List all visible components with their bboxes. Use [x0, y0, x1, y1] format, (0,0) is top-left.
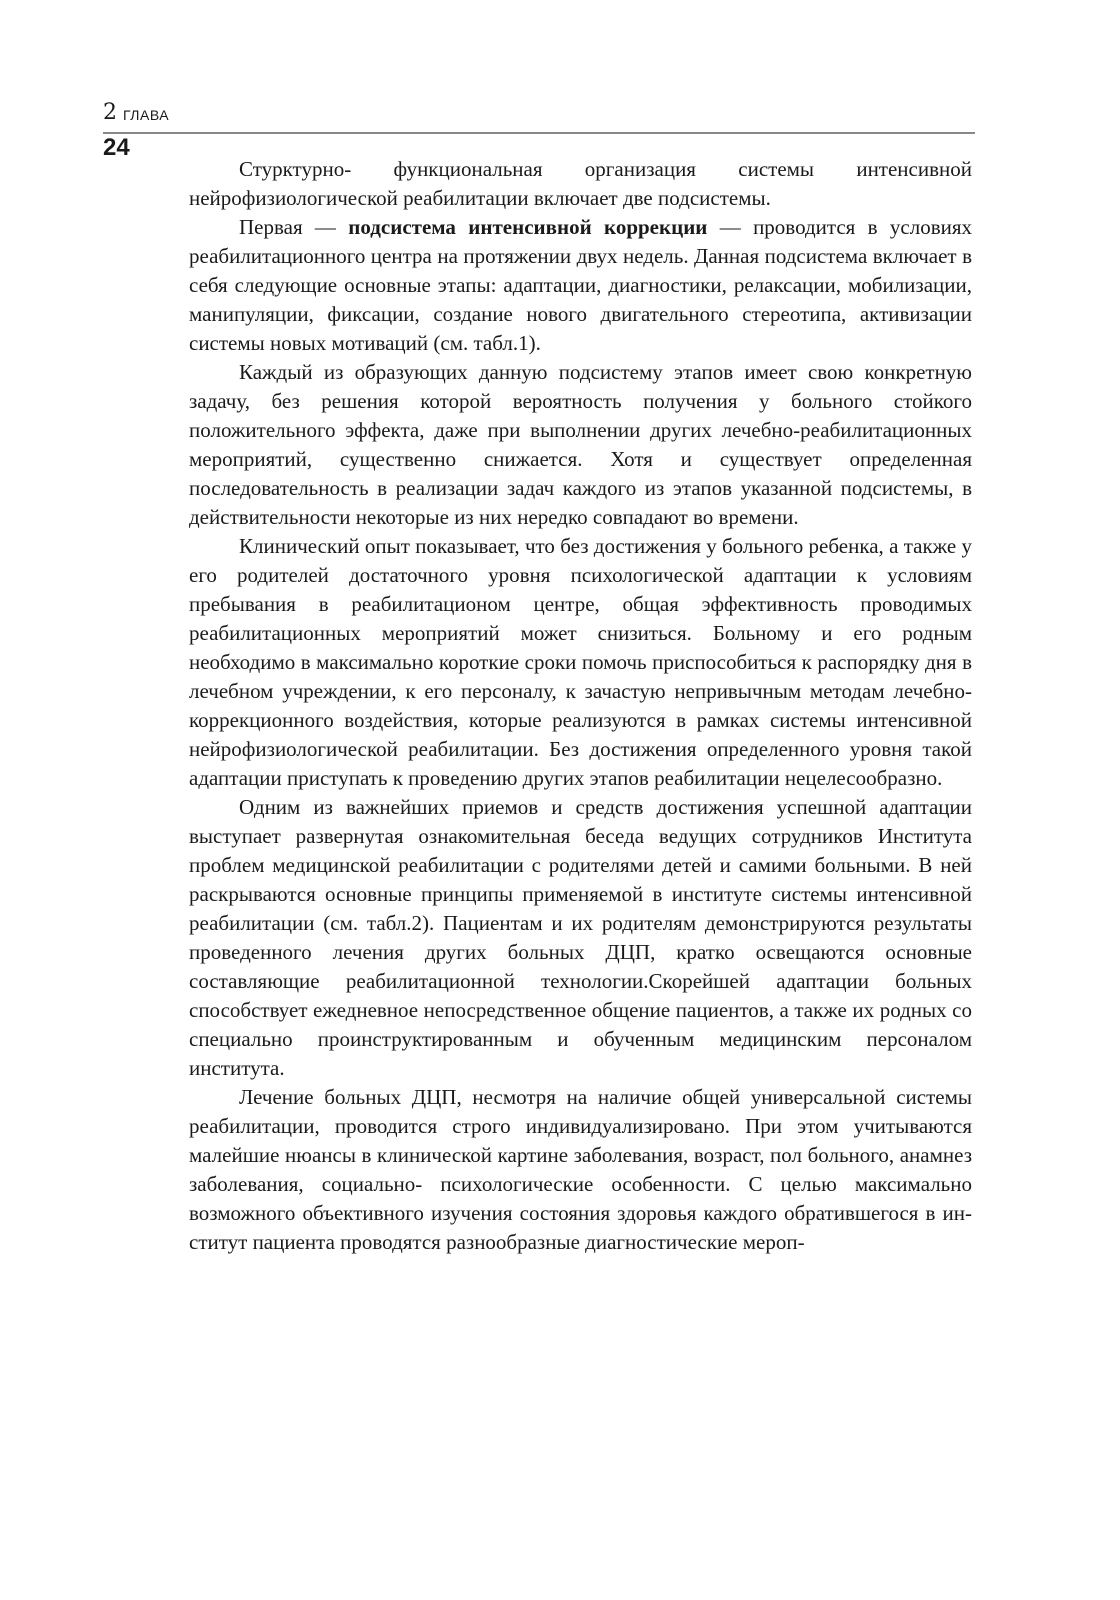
paragraph: Лечение больных ДЦП, несмотря на наличие общей универсальной системы реабилитации, проводится строго индивидуализировано. При этом учитываются малейшие нюансы в клинической картине заболевания, возраст, пол больного, анамнез заболевания, социально- психологические особенности. С целью максимально возможного объективного изучения состояния здоровья каждого обратившегося в институт пациента проводятся разнообразные диагностические мероп-	[189, 1085, 972, 1254]
paragraph: Одним из важнейших приемов и средств достижения успешной адаптации выступает развернутая ознакомительная беседа ведущих сотрудников Института проблем медицинской реабилитации с родителями детей и самими больными. В ней раскрываются основные принципы применяемой в институте системы интенсивной реабилитации (см. табл.2). Пациентам и их родителям демонстрируются результаты проведенного лечения других больных ДЦП, кратко освещаются основные составляющие реабилитационной технологии.Скорейшей адаптации больных способствует ежедневное непосредственное общение пациентов, а также их родных со специально проинструктированным и обученным медицинским персоналом института.	[189, 795, 972, 1080]
paragraph-lead: Первая —	[239, 215, 349, 239]
bold-term: подсистема интенсивной коррекции	[348, 215, 708, 239]
page-number: 24	[103, 134, 130, 161]
paragraph-rest: — проводится в условиях реабилитационного центра на протяжении двух недель. Данная подсистема включает в себя следующие основные этапы: адаптации, диагностики, релаксации, мобилизации, манипуляции, фиксации, создание нового двигательного стереотипа, активизации системы новых мотиваций (см. табл.1).	[189, 215, 973, 355]
chapter-number: 2	[103, 100, 117, 125]
paragraph: Каждый из образующих данную подсистему этапов имеет свою конкретную задачу, без решения которой вероятность получения у больного стойкого положительного эффекта, даже при выполнении других лечебно-реабилитационных мероприятий, существенно снижается. Хотя и существует определенная последовательность в реализации задач каждого из этапов указанной подсистемы, в действительности некоторые из них нередко совпадают во времени.	[189, 360, 972, 529]
running-header	[103, 100, 975, 134]
paragraph: Стурктурно- функциональная организация системы интенсивной нейрофизиологической реабилитации включает две подсистемы.	[189, 157, 972, 210]
paragraph	[189, 213, 972, 358]
chapter-label: ГЛАВА	[123, 107, 170, 123]
body-text	[189, 155, 972, 1257]
paragraph: Клинический опыт показывает, что без достижения у больного ребенка, а также у его родителей достаточного уровня психологической адаптации к условиям пребывания в реабилитационом центре, общая эффективность проводимых реабилитационных мероприятий может снизиться. Больному и его родным необходимо в максимально короткие сроки помочь приспособиться к распорядку дня в лечебном учреждении, к его персоналу, к зачастую непривычным методам лечебно- коррекционного воздействия, которые реализуются в рамках системы интенсивной нейрофизиологической реабилитации. Без достижения определенного уровня такой адаптации приступать к проведению других этапов реабилитации нецелесообразно.	[189, 534, 972, 790]
